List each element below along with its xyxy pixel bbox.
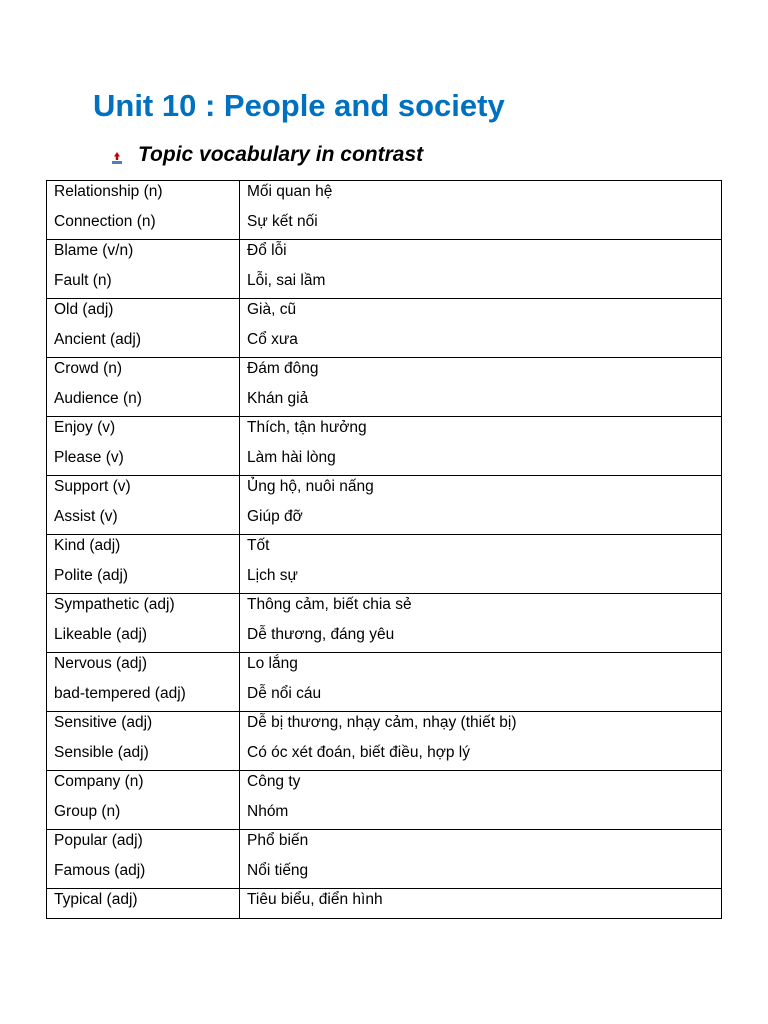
meaning-cell [240,240,722,299]
table-row [47,535,722,594]
table-row [47,594,722,653]
term-text: Please (v) [54,449,124,466]
meaning-cell [240,889,722,919]
meaning-text: Công ty [247,773,301,790]
term-text: Ancient (adj) [54,331,142,348]
meaning-cell [240,830,722,889]
meaning-text: Đổ lỗi [247,242,287,259]
term-text: Support (v) [54,478,131,495]
meaning-text: Dễ bị thương, nhạy cảm, nhạy (thiết bị) [247,714,517,731]
term-cell [47,594,240,653]
meaning-text: Ủng hộ, nuôi nấng [247,478,374,495]
term-text: Sensitive (adj) [54,714,153,731]
term-cell [47,889,240,919]
term-cell [47,830,240,889]
table-row [47,299,722,358]
meaning-cell [240,535,722,594]
meaning-text: Sự kết nối [247,213,318,230]
section-heading [110,140,423,170]
term-text: Assist (v) [54,508,118,525]
meaning-text: Giúp đỡ [247,508,303,525]
meaning-cell [240,476,722,535]
term-text: Connection (n) [54,213,156,230]
meaning-cell [240,299,722,358]
term-text: Likeable (adj) [54,626,148,643]
vocabulary-table [46,180,722,919]
meaning-cell [240,181,722,240]
meaning-text: Khán giả [247,390,309,407]
meaning-cell [240,594,722,653]
table-row [47,417,722,476]
table-row [47,830,722,889]
term-cell [47,299,240,358]
page-title: Unit 10 : People and society [93,88,505,123]
table-row [47,181,722,240]
term-text: Sensible (adj) [54,744,149,761]
term-cell [47,181,240,240]
meaning-text: Dễ nổi cáu [247,685,322,702]
meaning-text: Tiêu biểu, điển hình [247,891,383,908]
term-text: Blame (v/n) [54,242,134,259]
table-row [47,653,722,712]
term-text: Company (n) [54,773,144,790]
term-cell [47,535,240,594]
term-cell [47,417,240,476]
term-cell [47,476,240,535]
table-row [47,240,722,299]
term-text: Famous (adj) [54,862,146,879]
meaning-cell [240,712,722,771]
meaning-text: Lịch sự [247,567,298,584]
meaning-text: Phổ biến [247,832,309,849]
vocabulary-table-body [47,181,722,919]
term-text: Group (n) [54,803,121,820]
meaning-text: Có óc xét đoán, biết điều, hợp lý [247,744,470,761]
term-text: Nervous (adj) [54,655,148,672]
table-row [47,889,722,919]
section-heading-text: Topic vocabulary in contrast [138,143,424,166]
meaning-text: Thông cảm, biết chia sẻ [247,596,412,613]
meaning-text: Mối quan hệ [247,183,333,200]
term-text: Old (adj) [54,301,114,318]
meaning-cell [240,653,722,712]
term-cell [47,653,240,712]
meaning-cell [240,417,722,476]
meaning-text: Lỗi, sai lầm [247,272,326,289]
term-text: Enjoy (v) [54,419,116,436]
meaning-text: Già, cũ [247,301,297,318]
meaning-text: Nhóm [247,803,289,820]
meaning-text: Dễ thương, đáng yêu [247,626,395,643]
term-text: Fault (n) [54,272,112,289]
term-text: Typical (adj) [54,891,138,908]
table-row [47,358,722,417]
term-text: Kind (adj) [54,537,121,554]
meaning-text: Đám đông [247,360,319,377]
term-cell [47,712,240,771]
term-text: Relationship (n) [54,183,163,200]
meaning-text: Thích, tận hưởng [247,419,367,436]
table-row [47,476,722,535]
meaning-cell [240,358,722,417]
meaning-text: Lo lắng [247,655,298,672]
term-text: Popular (adj) [54,832,143,849]
meaning-cell [240,771,722,830]
meaning-text: Cổ xưa [247,331,298,348]
table-row [47,712,722,771]
bullet-base-shape [112,161,122,164]
term-cell [47,771,240,830]
term-text: Audience (n) [54,390,142,407]
term-text: Sympathetic (adj) [54,596,175,613]
meaning-text: Tốt [247,537,270,554]
term-text: Crowd (n) [54,360,123,377]
meaning-text: Nổi tiếng [247,862,309,879]
table-row [47,771,722,830]
term-cell [47,240,240,299]
term-text: bad-tempered (adj) [54,685,186,702]
bullet-arrow-icon [110,151,124,165]
term-text: Polite (adj) [54,567,129,584]
bullet-arrow-shape [114,152,120,160]
meaning-text: Làm hài lòng [247,449,336,466]
term-cell [47,358,240,417]
